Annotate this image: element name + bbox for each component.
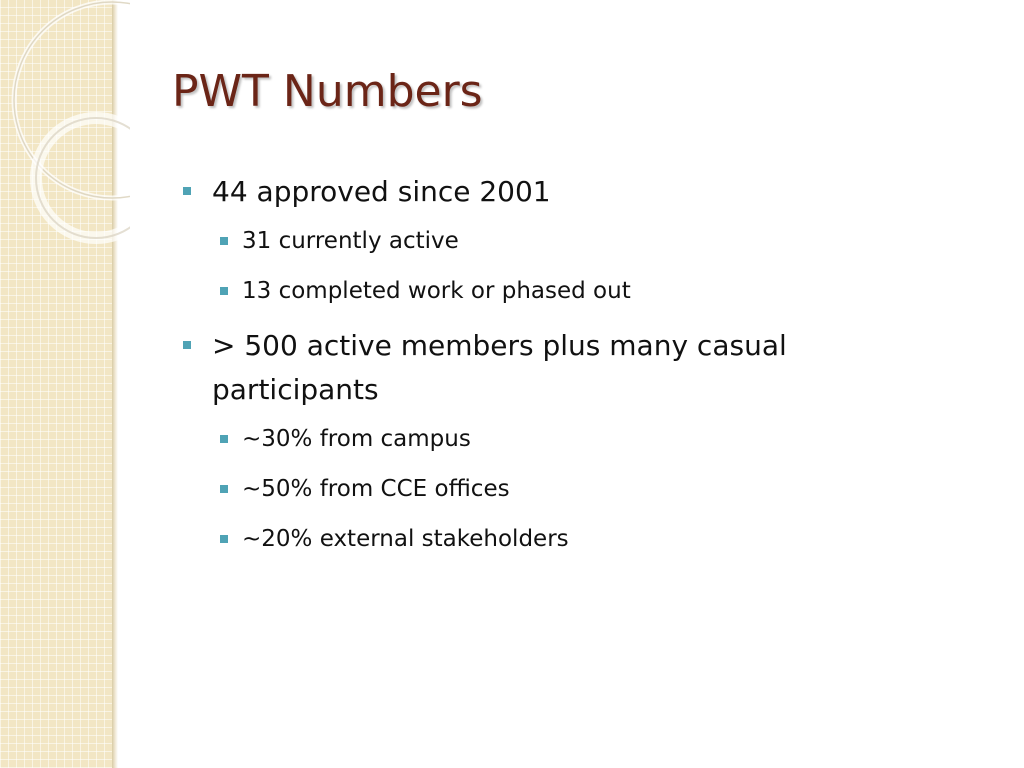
square-bullet-icon bbox=[220, 435, 228, 443]
square-bullet-icon bbox=[220, 485, 228, 493]
square-bullet-icon bbox=[183, 187, 191, 195]
sub-bullet-item bbox=[212, 464, 870, 514]
sub-bullet-list bbox=[212, 414, 870, 564]
side-panel bbox=[0, 0, 112, 768]
bullet-item bbox=[180, 170, 870, 316]
sub-bullet-item bbox=[212, 216, 870, 266]
square-bullet-icon bbox=[220, 237, 228, 245]
square-bullet-icon bbox=[220, 535, 228, 543]
bullet-text: > 500 active members plus many casual participants bbox=[212, 329, 787, 406]
sub-bullet-text: ~30% from campus bbox=[242, 426, 471, 452]
sub-bullet-list bbox=[212, 216, 870, 316]
sub-bullet-text: ~50% from CCE offices bbox=[242, 476, 510, 502]
sub-bullet-text: 13 completed work or phased out bbox=[242, 278, 631, 304]
sub-bullet-item bbox=[212, 266, 870, 316]
slide-title: PWT Numbers bbox=[172, 66, 483, 117]
bullet-list bbox=[180, 170, 870, 572]
bullet-item bbox=[180, 324, 870, 564]
sub-bullet-text: ~20% external stakeholders bbox=[242, 526, 569, 552]
sub-bullet-item bbox=[212, 414, 870, 464]
side-panel-edge bbox=[112, 0, 118, 768]
bullet-text: 44 approved since 2001 bbox=[212, 175, 551, 208]
square-bullet-icon bbox=[183, 341, 191, 349]
sub-bullet-item bbox=[212, 514, 870, 564]
sub-bullet-text: 31 currently active bbox=[242, 228, 459, 254]
square-bullet-icon bbox=[220, 287, 228, 295]
